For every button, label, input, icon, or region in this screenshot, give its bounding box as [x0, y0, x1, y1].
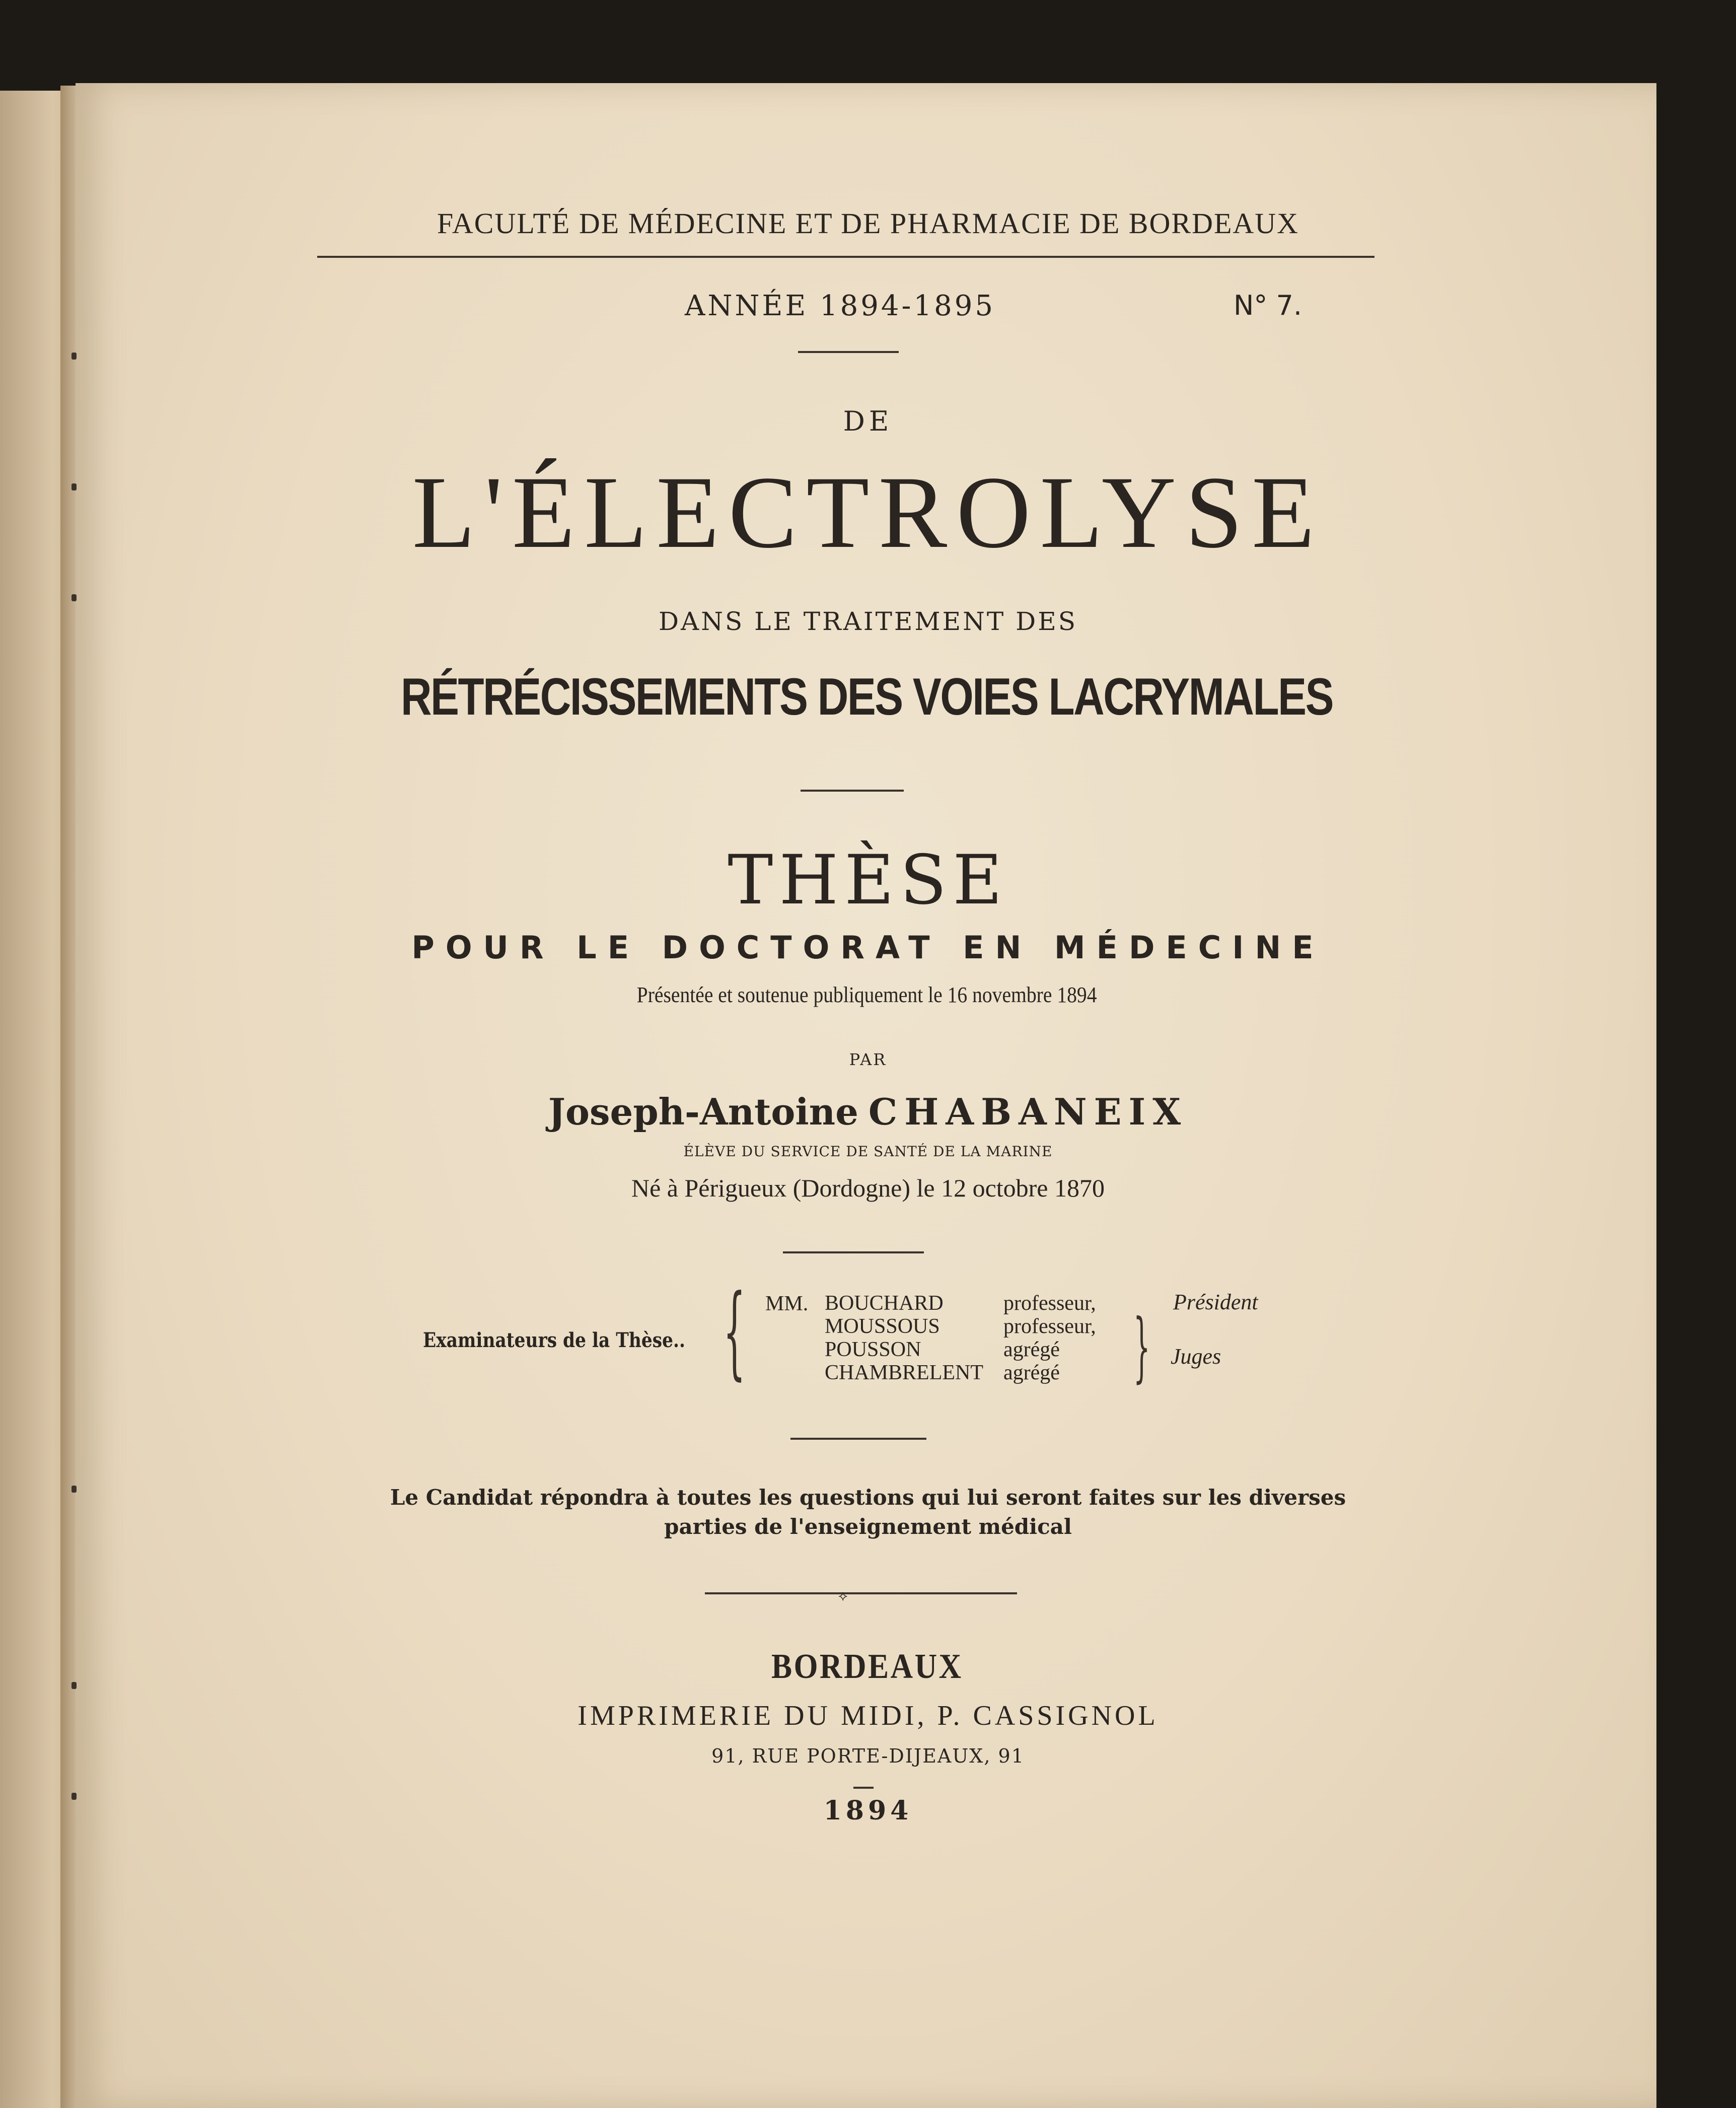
main-title: L'ÉLECTROLYSE	[412, 455, 1324, 570]
president-label: Président	[1173, 1290, 1258, 1314]
par-label: PAR	[849, 1050, 887, 1069]
divider	[853, 1787, 874, 1789]
author-name	[0, 1090, 1736, 1133]
header-rule	[317, 256, 1375, 258]
divider	[783, 1251, 924, 1253]
ornament-icon: ⟡	[838, 1587, 848, 1604]
author-given-name: Joseph-Antoine	[548, 1090, 858, 1133]
left-brace: {	[723, 1273, 746, 1390]
candidate-notice	[0, 1483, 1736, 1541]
ornamental-rule	[705, 1592, 1017, 1594]
imprint-city: BORDEAUX	[771, 1647, 963, 1686]
examiner-row: POUSSON agrégé	[825, 1338, 1060, 1361]
title-de: DE	[843, 405, 893, 437]
notice-line-2: parties de l'enseignement médical	[664, 1514, 1072, 1539]
examiner-row: BOUCHARD professeur,	[825, 1292, 1096, 1315]
imprint-year: 1894	[823, 1795, 913, 1826]
degree-line: POUR LE DOCTORAT EN MÉDECINE	[411, 929, 1325, 966]
author-status: ÉLÈVE DU SERVICE DE SANTÉ DE LA MARINE	[683, 1143, 1053, 1160]
faculty-heading: FACULTÉ DE MÉDECINE ET DE PHARMACIE DE BORDEAUX	[437, 207, 1299, 240]
these-heading: THÈSE	[728, 840, 1008, 920]
divider	[790, 1438, 926, 1440]
divider	[798, 351, 899, 353]
right-brace: }	[1133, 1303, 1150, 1391]
binding-stitch	[71, 594, 77, 601]
judges-label: Juges	[1171, 1344, 1221, 1369]
presentation-date: Présentée et soutenue publiquement le 16 novembre 1894	[636, 982, 1097, 1007]
author-surname: CHABANEIX	[868, 1090, 1188, 1133]
thesis-number: N° 7.	[1234, 290, 1303, 321]
examiner-row: CHAMBRELENT agrégé	[825, 1361, 1060, 1384]
binding-stitch	[71, 1682, 77, 1689]
divider	[801, 790, 904, 792]
examiners-label: Examinateurs de la Thèse..	[423, 1328, 685, 1352]
author-birth: Né à Périgueux (Dordogne) le 12 octobre 1870	[631, 1174, 1105, 1202]
notice-line-1: Le Candidat répondra à toutes les questions qui lui seront faites sur les diverses	[390, 1485, 1346, 1510]
academic-year: ANNÉE 1894-1895	[685, 290, 995, 322]
subtitle-line: DANS LE TRAITEMENT DES	[659, 607, 1077, 636]
imprint-address: 91, RUE PORTE-DIJEAUX, 91	[711, 1745, 1025, 1767]
examiners-prefix: MM.	[765, 1292, 809, 1315]
examiners-list	[825, 1292, 1170, 1391]
subject-title: RÉTRÉCISSEMENTS DES VOIES LACRYMALES	[400, 668, 1333, 726]
binding-stitch	[71, 353, 77, 360]
examiner-row: MOUSSOUS professeur,	[825, 1315, 1096, 1338]
imprint-printer: IMPRIMERIE DU MIDI, P. CASSIGNOL	[577, 1700, 1159, 1731]
